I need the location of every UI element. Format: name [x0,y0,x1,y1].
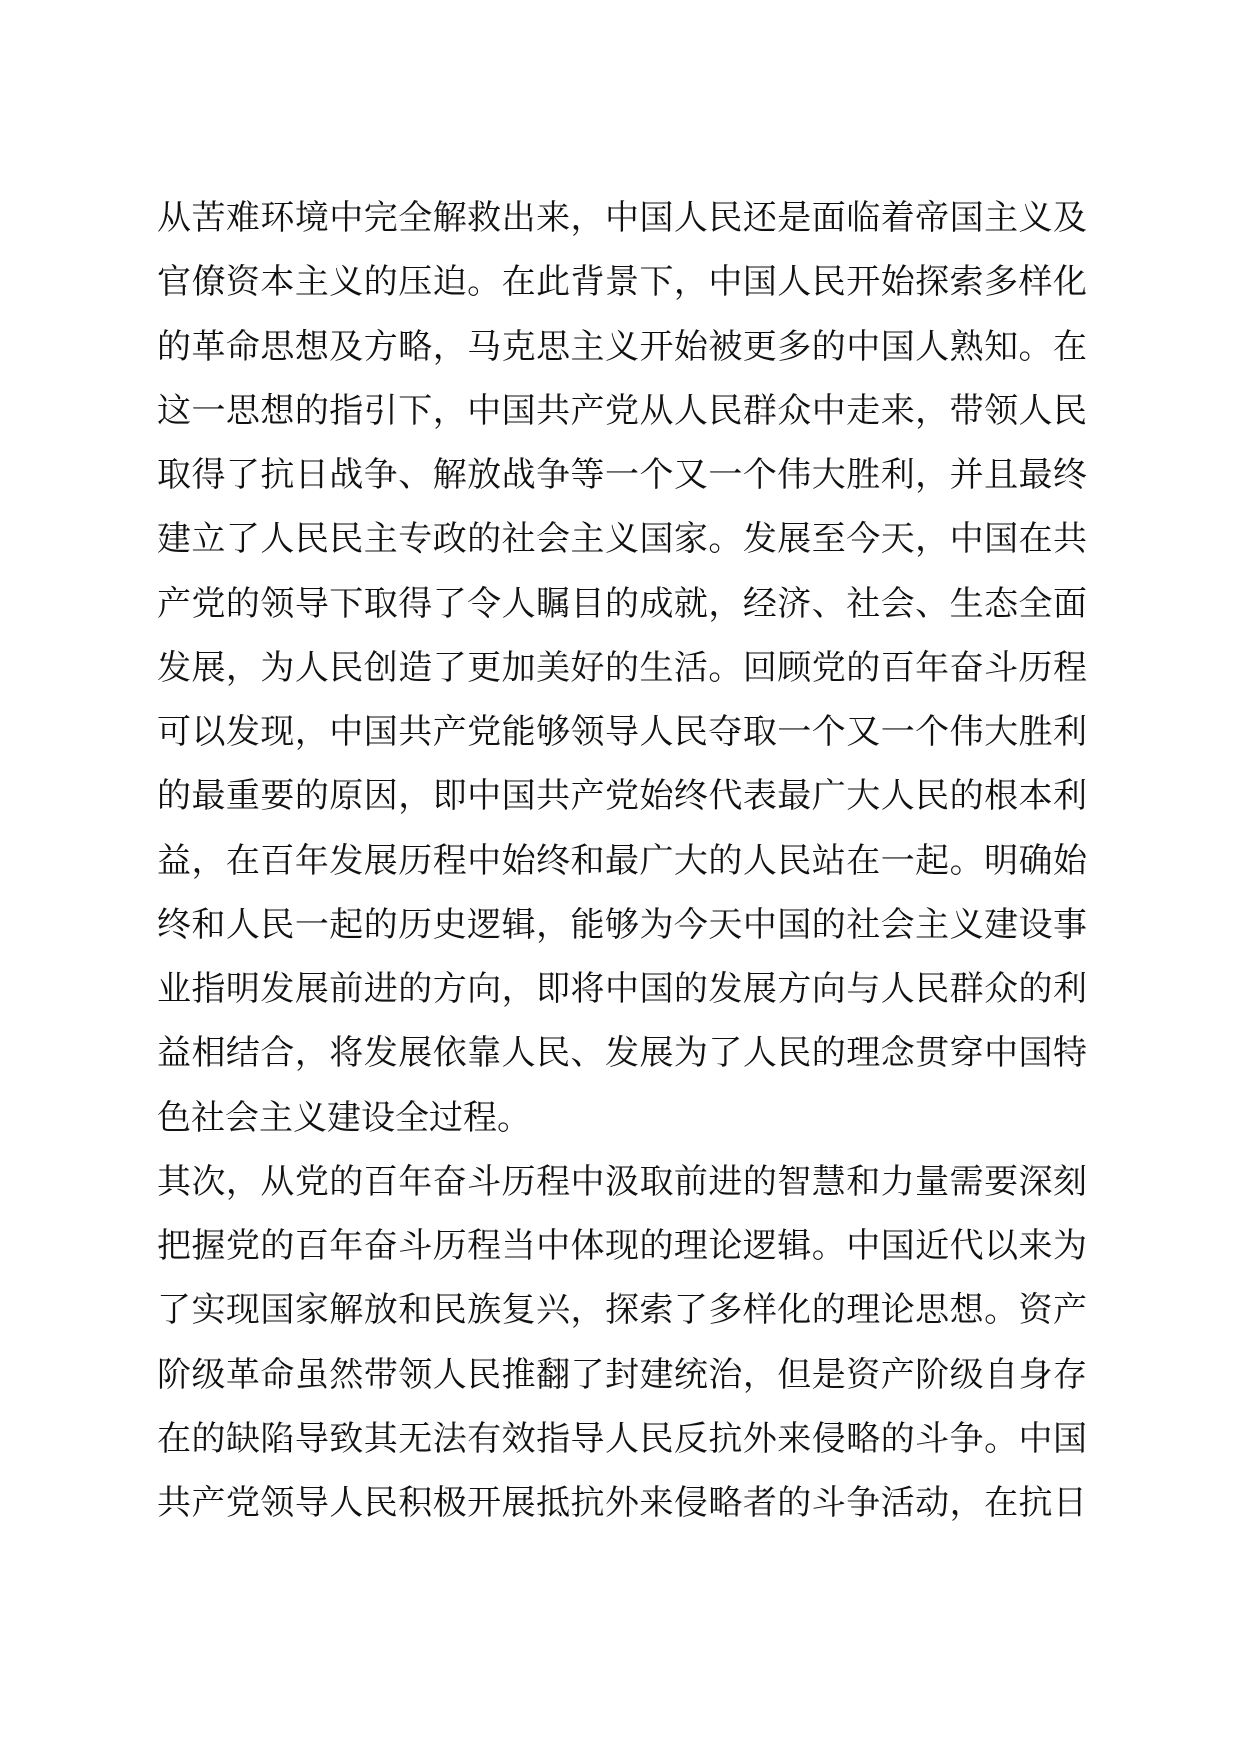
text-line: 把握党的百年奋斗历程当中体现的理论逻辑。中国近代以来为 [157,1226,1087,1266]
text-line: 产党的领导下取得了令人瞩目的成就，经济、社会、生态全面 [157,583,1087,624]
text-line: 的革命思想及方略，马克思主义开始被更多的中国人熟知。在 [157,326,1087,367]
text-line: 益，在百年发展历程中始终和最广大的人民站在一起。明确始 [157,840,1087,881]
text-line: 的最重要的原因，即中国共产党始终代表最广大人民的根本利 [157,776,1087,817]
text-line: 这一思想的指引下，中国共产党从人民群众中走来，带领人民 [157,390,1087,431]
text-line: 其次，从党的百年奋斗历程中汲取前进的智慧和力量需要深刻 [157,1161,1087,1202]
paragraph-end-line: 色社会主义建设全过程。 [157,1097,531,1138]
text-line: 官僚资本主义的压迫。在此背景下，中国人民开始探索多样化 [157,262,1087,303]
text-line: 业指明发展前进的方向，即将中国的发展方向与人民群众的利 [157,969,1087,1009]
body-text [157,186,1087,1535]
text-line: 益相结合，将发展依靠人民、发展为了人民的理念贯穿中国特 [157,1033,1087,1074]
text-line: 了实现国家解放和民族复兴，探索了多样化的理论思想。资产 [157,1290,1087,1331]
text-line: 在的缺陷导致其无法有效指导人民反抗外来侵略的斗争。中国 [157,1418,1087,1459]
text-line: 可以发现，中国共产党能够领导人民夺取一个又一个伟大胜利 [157,712,1087,752]
text-line: 发展，为人民创造了更加美好的生活。回顾党的百年奋斗历程 [157,647,1087,688]
text-line: 终和人民一起的历史逻辑，能够为今天中国的社会主义建设事 [157,904,1087,945]
text-line: 阶级革命虽然带领人民推翻了封建统治，但是资产阶级自身存 [157,1354,1087,1395]
text-line: 建立了人民民主专政的社会主义国家。发展至今天，中国在共 [157,519,1087,560]
text-line: 从苦难环境中完全解救出来，中国人民还是面临着帝国主义及 [157,198,1087,238]
text-line: 共产党领导人民积极开展抵抗外来侵略者的斗争活动，在抗日 [157,1483,1087,1523]
text-line: 取得了抗日战争、解放战争等一个又一个伟大胜利，并且最终 [157,455,1087,495]
